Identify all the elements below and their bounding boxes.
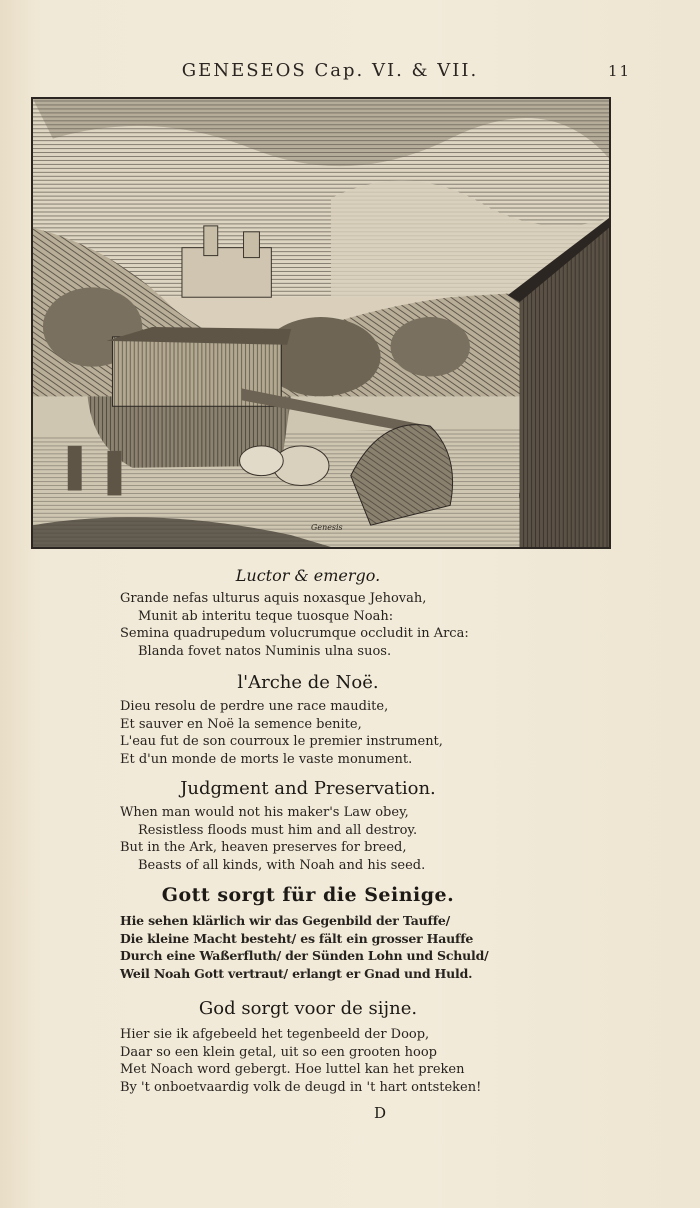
french-title: l'Arche de Noë. [237,672,379,693]
page-number: 11 [608,62,632,80]
signature-mark: D [373,1104,387,1122]
engraving-illustration [31,97,611,549]
german-verse [120,912,540,982]
german-line: Die kleine Macht besteht/ es fält ein grosser Hauffe [120,930,474,946]
english-line: Resistless floods must him and all destroy. [138,822,418,838]
french-verse [120,698,540,768]
english-title: Judgment and Preservation. [180,778,436,799]
dutch-line: Daar so een klein getal, uit so een grooten hoop [120,1044,437,1060]
dutch-title: God sorgt voor de sijne. [198,998,418,1019]
french-line: Et d'un monde de morts le vaste monument. [120,751,413,767]
english-verse [120,804,540,874]
german-line: Weil Noah Gott vertraut/ erlangt er Gnad und Huld. [120,965,473,981]
french-line: L'eau fut de son courroux le premier instrument, [120,734,443,749]
latin-verse [120,590,540,660]
french-line: Et sauver en Noë la semence benite, [120,716,362,732]
english-line: Beasts of all kinds, with Noah and his seed. [138,857,426,873]
latin-line: Munit ab interitu teque tuosque Noah: [138,608,394,624]
german-title: Gott sorgt für die Seinige. [161,884,455,906]
english-line: But in the Ark, heaven preserves for breed, [120,840,407,855]
dutch-line: Met Noach word gebergt. Hoe luttel kan het preken [120,1062,465,1077]
running-header: GENESEOS Cap. VI. & VII. [181,60,479,81]
motto: Luctor & emergo. [235,566,381,585]
german-line: Durch eine Waßerfluth/ der Sünden Lohn und Schuld/ [120,948,489,963]
german-line: Hie sehen klärlich wir das Gegenbild der Tauffe/ [120,913,450,928]
latin-line: Grande nefas ulturus aquis noxasque Jehovah, [120,591,427,606]
engraving-label: Genesis [311,523,343,533]
english-line: When man would not his maker's Law obey, [120,805,409,820]
noahs-ark-engraving [33,99,609,547]
dutch-line: By 't onboetvaardig volk de deugd in 't hart ontsteken! [120,1079,482,1095]
dutch-verse [120,1026,540,1096]
dutch-line: Hier sie ik afgebeeld het tegenbeeld der Doop, [120,1027,430,1042]
latin-line: Blanda fovet natos Numinis ulna suos. [138,643,392,659]
latin-line: Semina quadrupedum volucrumque occludit in Arca: [120,626,469,641]
french-line: Dieu resolu de perdre une race maudite, [120,699,389,714]
